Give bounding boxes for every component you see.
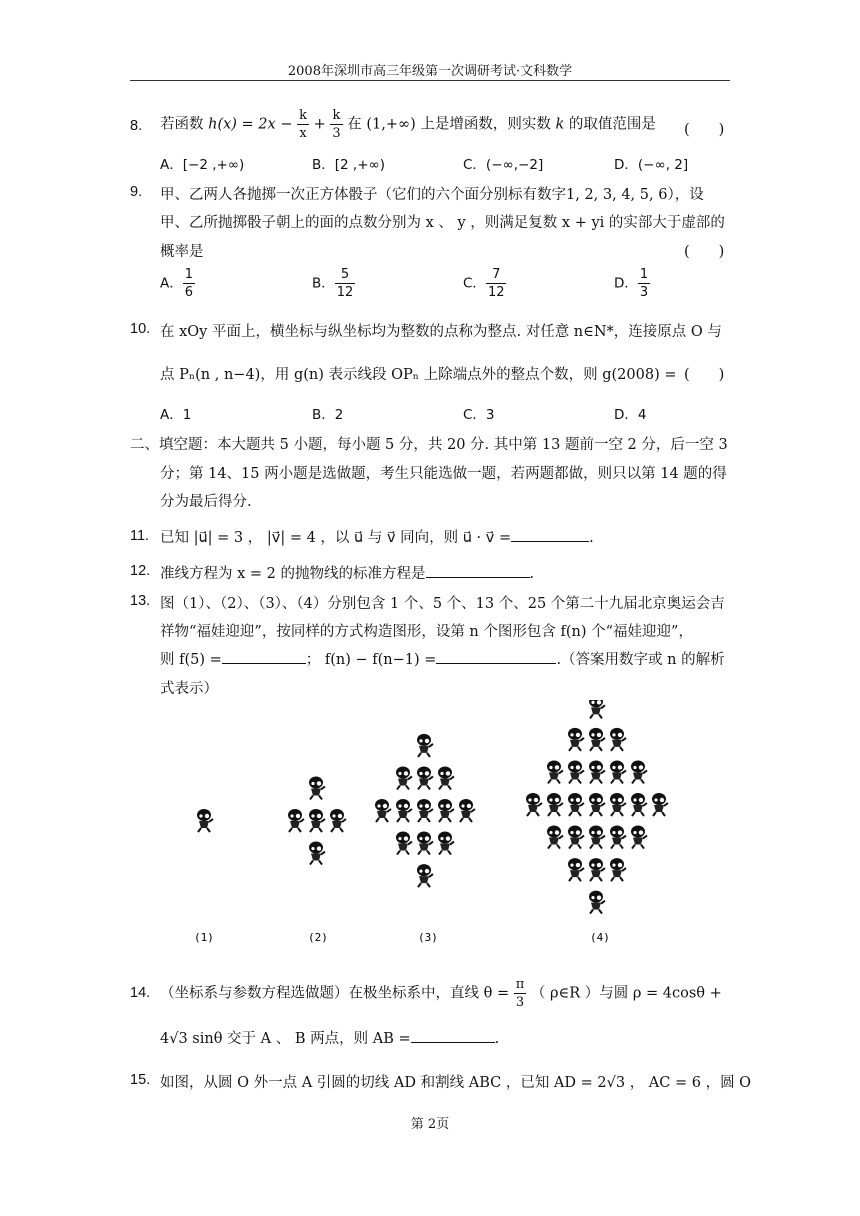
q8-var: k [555, 116, 565, 133]
figure-label-4: (4) [590, 931, 610, 944]
q14-line2 [160, 1027, 499, 1048]
q13-number: 13. [130, 593, 151, 609]
q11-answer-blank[interactable] [511, 527, 589, 542]
q13-line1: 图（1）、（2）、（3）、（4）分别包含 1 个、5 个、13 个、25 个第二十九届北京奥运会吉 [160, 596, 725, 612]
fuwa-mascot-icon [459, 799, 475, 822]
q14-frac: $\frac{\pi}{3}$ [515, 977, 525, 1010]
q8-func: h(x) = 2x − [208, 116, 293, 133]
fuwa-mascot-icon [568, 728, 584, 751]
q9-option-c: C． $\frac{7}{12}$ [463, 267, 505, 300]
fuwa-mascot-icon [568, 793, 584, 816]
q9-number: 9. [130, 184, 143, 200]
q13-line3 [160, 648, 725, 669]
fuwa-mascot-icon [589, 793, 605, 816]
q8-frac1: $\frac{k}{x}$ [299, 108, 307, 141]
q10-option-c: C．3 [463, 407, 495, 423]
fuwa-mascot-icon [631, 760, 647, 783]
fuwa-mascot-icon [589, 826, 605, 849]
section2-line3: 分为最后得分. [160, 494, 252, 510]
fuwa-mascot-icon [417, 832, 433, 855]
fuwa-mascot-icon [547, 793, 563, 816]
q14-number: 14. [130, 985, 151, 1001]
fuwa-mascot-icon [417, 766, 433, 789]
q14-line1a: （坐标系与参数方程选做题）在极坐标系中，直线 θ = [160, 985, 510, 1002]
q9-line2: 甲、乙所抛掷骰子朝上的面的点数分别为 x 、 y ，则满足复数 x + yi 的实部大于虚部的 [160, 215, 725, 231]
fuwa-mascot-icon [309, 842, 325, 865]
q8-option-d: D．(−∞, 2] [614, 157, 689, 173]
figure-label-2: (2) [308, 931, 328, 944]
q12-stem [160, 562, 534, 583]
q8-stem [160, 109, 656, 140]
q11-number: 11. [130, 528, 150, 544]
q8-pre: 若函数 [160, 116, 204, 133]
fuwa-mascot-icon [417, 799, 433, 822]
q13-line2: 祥物“福娃迎迎”，按同样的方式构造图形，设第 n 个图形包含 f(n) 个“福娃迎迎”， [160, 624, 693, 640]
fuwa-mascot-icon [610, 858, 626, 881]
fuwa-mascot-icon [396, 832, 412, 855]
q10-option-d: D．4 [614, 407, 647, 423]
fuwa-mascot-icon [547, 826, 563, 849]
q10-line2: 点 Pₙ(n , n−4)，用 g(n) 表示线段 OPₙ 上除端点外的整点个数，则 g(2008) = [160, 367, 677, 383]
fuwa-mascot-icon [547, 760, 563, 783]
fuwa-mascot-icon [589, 728, 605, 751]
fuwa-mascot-icon [568, 826, 584, 849]
q8-post: 的取值范围是 [568, 116, 656, 133]
section2-line1: 二、填空题：本大题共 5 小题，每小题 5 分，共 20 分. 其中第 13 题前一空 2 分，后一空 3 [130, 437, 728, 453]
figure-label-3: (3) [418, 931, 438, 944]
fuwa-mascot-icon [610, 793, 626, 816]
q9-line1: 甲、乙两人各抛掷一次正方体骰子（它们的六个面分别标有数字1, 2, 3, 4, 5, 6），设 [160, 187, 704, 203]
fuwa-mascot-icon [610, 826, 626, 849]
page-header: 2008年深圳市高三年级第一次调研考试·文科数学 [287, 64, 573, 79]
q8-option-c: C．(−∞,−2] [463, 157, 544, 173]
fuwa-mascot-icon [589, 700, 605, 718]
q10-line1: 在 xOy 平面上，横坐标与纵坐标均为整数的点称为整点. 对任意 n∈N*，连接原点 O 与 [160, 324, 722, 340]
q11-pre: 已知 |u⃗| = 3 ， |v⃗| = 4 ，以 u⃗ 与 v⃗ 同向，则 u⃗ · v⃗ = [160, 530, 512, 546]
fuwa-mascot-icon [417, 864, 433, 887]
q13-fn-diff-label: ； f(n) − f(n−1) = [305, 652, 437, 668]
q8-number: 8. [130, 118, 143, 134]
fuwa-mascot-icon [568, 760, 584, 783]
q14-line2b: . [494, 1031, 500, 1047]
figure-label-1: (1) [194, 931, 214, 944]
header-rule [130, 80, 730, 81]
fuwa-mascot-icon [438, 766, 454, 789]
fuwa-mascot-icon [589, 760, 605, 783]
q9-option-b: B． $\frac{5}{12}$ [312, 267, 354, 300]
q13-fn-diff-blank[interactable] [436, 649, 556, 664]
q12-post: . [529, 566, 535, 582]
q9-option-d: D． $\frac{1}{3}$ [614, 267, 649, 300]
fuwa-mascot-icon [610, 728, 626, 751]
q9-option-a: A． $\frac{1}{6}$ [160, 267, 194, 300]
q8-answer-paren: ( ) [684, 122, 725, 138]
q15-number: 15. [130, 1072, 151, 1088]
q11-post: . [589, 530, 594, 546]
fuwa-mascot-icon [652, 793, 668, 816]
q8-frac2: $\frac{k}{3}$ [332, 108, 341, 141]
q12-number: 12. [130, 563, 151, 579]
fuwa-mascot-icon [396, 766, 412, 789]
fuwa-mascot-icon [309, 809, 325, 832]
q13-f5-blank[interactable] [222, 649, 306, 664]
fuwa-mascot-icon [288, 809, 304, 832]
q14-line1b: （ ρ∈R ）与圆 ρ = 4cosθ + [530, 985, 722, 1002]
q11-stem [160, 526, 594, 547]
fuwa-mascot-icon [438, 832, 454, 855]
q14-line1 [160, 978, 722, 1009]
fuwa-mascot-icon [197, 809, 213, 832]
fuwa-mascot-icon [589, 858, 605, 881]
fuwa-mascot-icon [396, 799, 412, 822]
q8-mid: 在 (1,+∞) 上是增函数，则实数 [347, 116, 551, 133]
q10-option-b: B．2 [312, 407, 344, 423]
fuwa-mascot-icon [330, 809, 346, 832]
q8-plus: + [313, 116, 326, 133]
fuwa-mascot-icon [568, 858, 584, 881]
q15-line1: 如图，从圆 O 外一点 A 引圆的切线 AD 和割线 ABC ，已知 AD = 2√3 ， AC = 6 ，圆 O [160, 1075, 752, 1091]
q10-answer-paren: ( ) [684, 367, 725, 383]
q9-line3: 概率是 [160, 244, 204, 260]
fuwa-mascot-icon [438, 799, 454, 822]
fuwa-mascot-icon [589, 891, 605, 914]
q8-option-a: A．[−2 ,+∞) [160, 157, 245, 173]
fuwa-mascot-icon [375, 799, 391, 822]
q13-hint: .（答案用数字或 n 的解析 [556, 652, 725, 668]
fuwa-mascot-icon [610, 760, 626, 783]
page-footer: 第 2页 [410, 1117, 450, 1132]
q13-figure [180, 700, 680, 950]
fuwa-mascot-icon [526, 793, 542, 816]
q8-option-b: B．[2 ,+∞) [312, 157, 386, 173]
q10-option-a: A．1 [160, 407, 192, 423]
q12-answer-blank[interactable] [426, 563, 530, 578]
q14-answer-blank[interactable] [411, 1028, 495, 1043]
q14-line2a: 4√3 sinθ 交于 A 、 B 两点，则 AB = [160, 1031, 411, 1047]
q10-number: 10. [130, 321, 151, 337]
fuwa-mascot-icon [309, 776, 325, 799]
fuwa-mascot-icon [631, 793, 647, 816]
fuwa-mascot-icon [631, 826, 647, 849]
fuwa-mascot-icon [417, 734, 433, 757]
q13-line4: 式表示） [160, 681, 218, 697]
q9-answer-paren: ( ) [684, 244, 725, 260]
section2-line2: 分；第 14、15 两小题是选做题，考生只能选做一题，若两题都做，则只以第 14 题的得 [160, 466, 727, 482]
q13-f5-label: 则 f(5) = [160, 652, 222, 668]
q12-pre: 准线方程为 x = 2 的抛物线的标准方程是 [160, 566, 426, 582]
